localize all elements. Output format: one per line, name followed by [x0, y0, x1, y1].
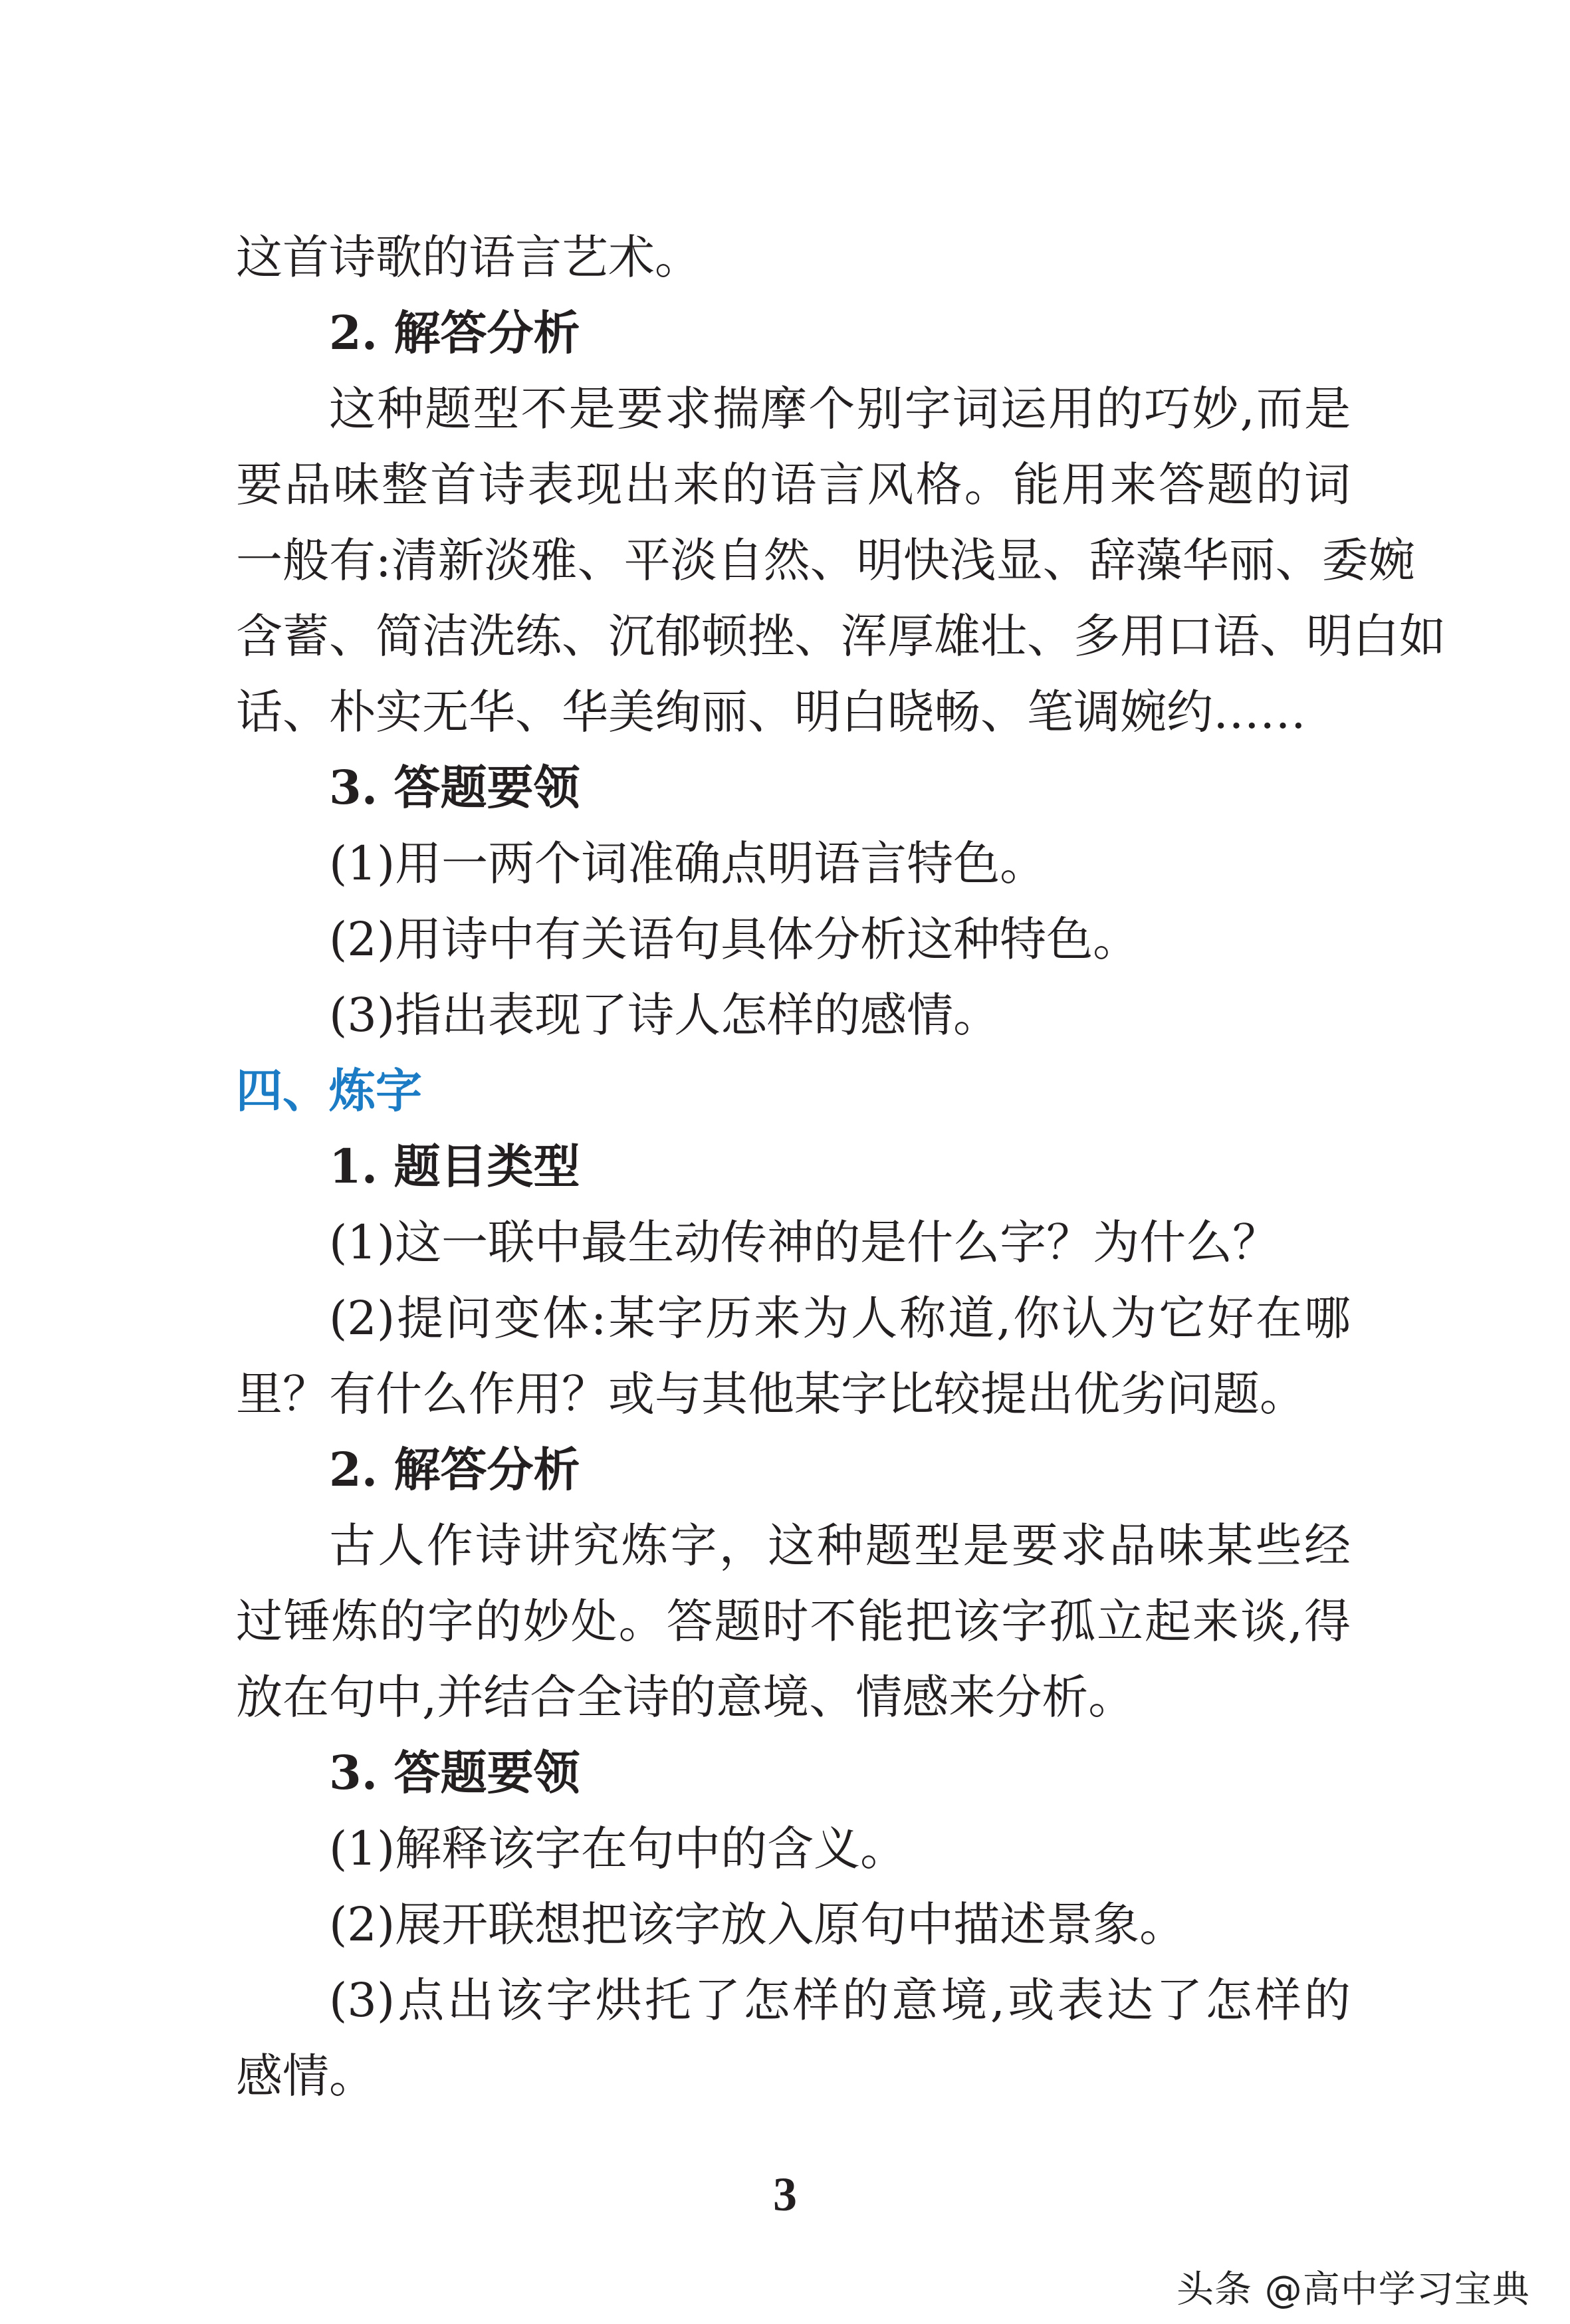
text-line: (1)这一联中最生动传神的是什么字？为什么？ [329, 1215, 1280, 1270]
text-line: 话、朴实无华、华美绚丽、明白晓畅、笔调婉约…… [236, 685, 1306, 739]
text-line: 过锤炼的字的妙处。答题时不能把该字孤立起来谈,得 [236, 1594, 1351, 1649]
subsection-heading: 1. 题目类型 [329, 1139, 580, 1194]
subsection-heading: 2. 解答分析 [329, 305, 580, 360]
text-line: 要品味整首诗表现出来的语言风格。能用来答题的词 [236, 457, 1351, 512]
text-line: (2)提问变体:某字历来为人称道,你认为它好在哪 [329, 1291, 1351, 1345]
text-line: 一般有:清新淡雅、平淡自然、明快浅显、辞藻华丽、委婉 [236, 533, 1415, 588]
watermark: 头条 @高中学习宝典 [1177, 2268, 1530, 2311]
text-line: 里？有什么作用？或与其他某字比较提出优劣问题。 [236, 1367, 1306, 1421]
text-line: 放在句中,并结合全诗的意境、情感来分析。 [236, 1670, 1135, 1724]
text-line: 古人作诗讲究炼字，这种题型是要求品味某些经 [329, 1518, 1351, 1573]
subsection-heading: 3. 答题要领 [329, 760, 580, 815]
text-line: (2)展开联想把该字放入原句中描述景象。 [329, 1897, 1186, 1952]
text-line: 这种题型不是要求揣摩个别字词运用的巧妙,而是 [329, 382, 1351, 436]
subsection-heading: 2. 解答分析 [329, 1442, 580, 1497]
subsection-heading: 3. 答题要领 [329, 1745, 580, 1800]
section-heading: 四、炼字 [236, 1063, 422, 1118]
page-number: 3 [773, 2168, 797, 2221]
text-line: (1)解释该字在句中的含义。 [329, 1821, 907, 1876]
text-line: 感情。 [236, 2049, 376, 2103]
text-line: (2)用诗中有关语句具体分析这种特色。 [329, 912, 1140, 967]
text-line: (1)用一两个词准确点明语言特色。 [329, 836, 1047, 891]
text-line: 这首诗歌的语言艺术。 [236, 230, 701, 285]
text-line: (3)点出该字烘托了怎样的意境,或表达了怎样的 [329, 1973, 1351, 2028]
text-line: 含蓄、简洁洗练、沉郁顿挫、浑厚雄壮、多用口语、明白如 [236, 609, 1446, 663]
text-line: (3)指出表现了诗人怎样的感情。 [329, 988, 1000, 1042]
